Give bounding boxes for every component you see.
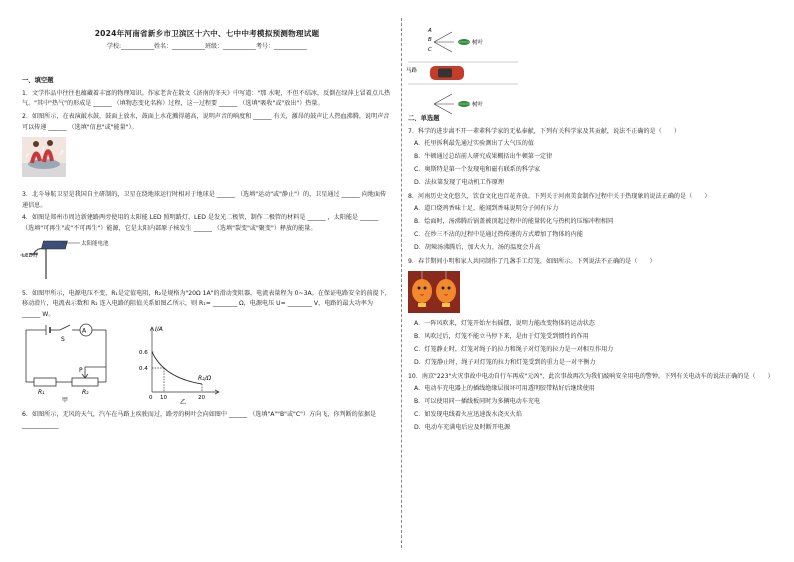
question-6: 6．如图所示，无风的天气，汽车在马路上疾驶而过，路旁的树叶会向如图中 ______ （选填"A""B"或"C"）方向飞，你判断的依据是 ____________ [22, 411, 377, 429]
q7-option-a: A．托里拆利最先通过实验测出了大气压的值 [414, 140, 534, 148]
question-2: 2．如图所示，在表演敲水鼓，鼓面上放水，鼓面上水花溅得越高，说明声音的响度和 ______ 有关，激昂的鼓声让人热血沸腾，说明声音可以传递 ______ （选填"信息"或"能量"）。 [22, 112, 390, 131]
solar-street-lamp-figure [22, 239, 132, 281]
r2-label: R₂ [82, 389, 89, 397]
left-column [22, 24, 392, 434]
question-1: 1．文学作品中往往也蕴藏着丰富的物理知识。作家老舍在散文《济南的冬天》中写道："那 水呢，不但不结冰，反倒在绿萍上冒着点儿热气。"其中"热气"的形成是 ______ （填物态变化名称）过程，这一过程要 ______ （选填"吸收"或"放出"）热量。 [22, 89, 391, 108]
exam-title: 2024年河南省新乡市卫滨区十六中、七中中考模拟预测物理试题 [94, 29, 320, 38]
graph-y-tick-0.4: 0.4 [139, 366, 148, 373]
led-lamp-label: LED灯 [22, 252, 39, 259]
q8-option-c: C．在炒三不沾的过程中是通过热传递的方式增加了物体的内能 [414, 231, 583, 239]
slider-label: P [79, 367, 83, 375]
section-single-choice-heading: 二、单选题 [408, 115, 440, 122]
question-3: 3．北斗导航卫星是我国自主研制的，卫星在绕地球运行时相对于地球是 ______ （选填"运动"或"静止"）的，卫星通过 ______ 向地面传递信息。 [22, 191, 387, 209]
q7-option-c: C．奥斯特是第一个发现电和磁有联系的科学家 [414, 166, 541, 174]
column-divider [401, 18, 402, 548]
graph-x-axis-label: R₂/Ω [198, 375, 212, 383]
q8-option-a: A．道口烧鸡香味十足，能闻到香味说明分子间有斥力 [414, 205, 559, 213]
ammeter-label: A [82, 327, 87, 335]
leaf-label-top: 树叶 [472, 40, 484, 46]
student-info-line: 学校:___________姓名：___________班级：___________考号：___________ [106, 42, 308, 50]
q7-option-d: D．法拉第发现了电动机工作原理 [414, 179, 505, 187]
direction-c-label: C [428, 47, 432, 53]
car-and-leaves-figure [408, 24, 518, 108]
r1-label: R₁ [38, 389, 45, 397]
solar-panel-label: 太阳能电池 [81, 240, 109, 247]
graph-y-axis-label: I/A [155, 326, 163, 334]
question-5: 5．如图甲所示，电源电压不变，R₁是定值电阻，R₂是规格为"20Ω 1A"的滑动变阻器，电流表量程为 0~3A。在保证电路安全的前提下，移动滑片，电流表示数和 R₂ 连入电路的阻值关系如图乙所示，则 R₁= ________ Ω，电源电压 U= ________ V，电路的最大功率为 ______ W。 [22, 289, 391, 318]
water-drum-photo [22, 137, 66, 177]
q9-option-b: B．风吹过后，灯笼不能立马停下来，是由于灯笼受到惯性的作用 [414, 333, 589, 341]
circuit-and-graph-figure [22, 322, 222, 407]
q10-option-d: D．电动车充满电后应及时断开电源 [414, 424, 511, 432]
question-10: 10．南京"223"火灾事故中电动自行车再成"元凶"，此次事故再次为我们敲响安全用电的警钟。下列有关电动车的说法正确的是（ ） [408, 372, 774, 380]
q8-option-d: D．胡辣汤沸腾后，加大火力，汤的温度会升高 [414, 244, 541, 252]
graph-x-tick-20: 20 [198, 395, 205, 402]
road-label: 马路 [406, 68, 418, 74]
graph-x-tick-10: 10 [160, 395, 167, 402]
graph-x-tick-0: 0 [149, 395, 153, 402]
q9-option-d: D．灯笼静止时，绳子对灯笼的拉力和灯笼受到的重力是一对平衡力 [414, 359, 596, 367]
switch-label: S [61, 336, 65, 344]
q10-option-a: A．电动车充电器上的插线绝缘层损坏可用透明胶带粘好后继续使用 [414, 385, 595, 393]
figure-jia-label: 甲 [62, 397, 69, 405]
question-4: 4．如图是郑州市周边新建路两旁使用的太阳能 LED 照明路灯，LED 是发光二极管，制作二极管的材料是 ______ ，太阳能是 ______ （选填"可再生"或"不可再生"）能源，它是太阳内部原子核发生 ______ （选填"裂变"或"聚变"）释放的能量。 [22, 214, 379, 232]
question-8: 8．河南历史文化悠久，饮食文化也百花齐放。下列关于河南美食制作过程中关于热现象的说法正确的是（ ） [408, 192, 711, 200]
figure-yi-label: 乙 [180, 399, 187, 407]
graph-y-tick-0.6: 0.6 [139, 350, 148, 357]
leaf-label-bottom: 树叶 [472, 102, 484, 108]
section-fill-blank-heading: 一、填空题 [22, 77, 54, 85]
lanterns-photo [408, 271, 460, 313]
q7-option-b: B．牛顿通过总结前人研究成果概括出牛顿第一定律 [414, 153, 553, 161]
right-column [408, 24, 776, 436]
question-7: 7．科学的进步离不开一辈辈科学家的无私奉献，下列有关科学家及其贡献，说法不正确的是（ ） [408, 127, 681, 135]
q8-option-b: B．烩面时，汤沸腾后锅盖被顶起过程中的能量转化与热机的压缩冲程相同 [414, 218, 614, 226]
direction-b-label: B [428, 37, 432, 43]
q9-option-c: C．灯笼静止时，灯笼对绳子的拉力和绳子对灯笼的拉力是一对相互作用力 [414, 346, 614, 354]
q10-option-b: B．可以使用同一插线板同时为多辆电动车充电 [414, 398, 541, 406]
q9-option-a: A．一阵风吹来，灯笼开始左右摇摆，说明力能改变物体的运动状态 [414, 320, 595, 328]
direction-a-label: A [428, 28, 432, 34]
q10-option-c: C．如发现电线着火应迅速泼水浇灭火焰 [414, 411, 522, 419]
question-9: 9．春节期间小明和家人共同制作了几盏手工灯笼，如图所示。下列说法不正确的是（ ） [408, 257, 656, 265]
